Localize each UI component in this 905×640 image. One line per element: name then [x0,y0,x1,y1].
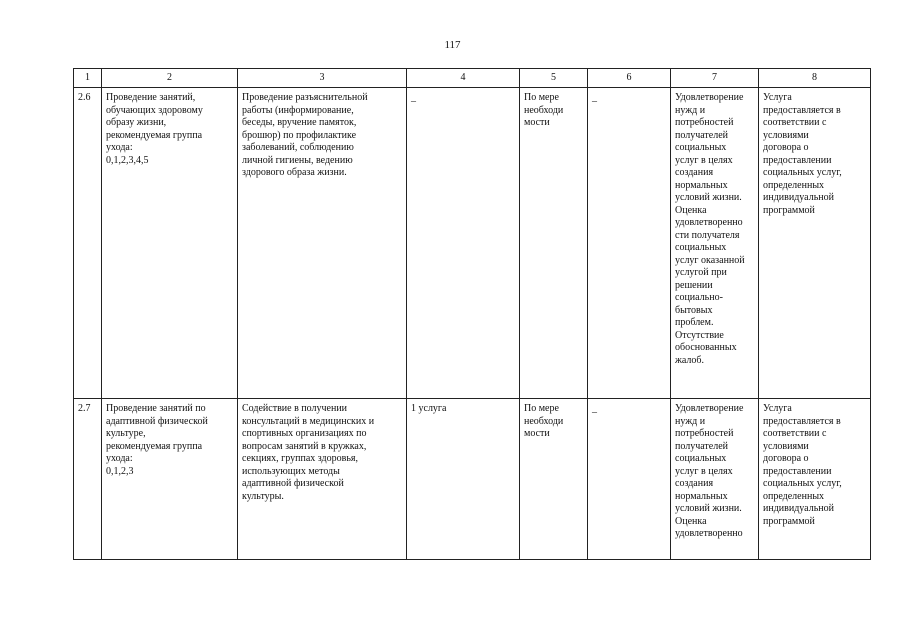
column-header: 2 [102,69,238,88]
column-header: 4 [407,69,520,88]
column-header: 3 [238,69,407,88]
services-table [73,68,871,560]
service-frequency: По мере необходи мости [520,88,588,399]
service-description: Проведение разъяснительной работы (информирование, беседы, вручение памяток, брошюр) по профилактике заболеваний, соблюдению личной гигиены, ведению здорового образа жизни. [238,88,407,399]
column-header: 6 [588,69,671,88]
service-volume: _ [407,88,520,399]
service-conditions: Услуга предоставляется в соответствии с условиями договора о предоставлении социальных услуг, определенных индивидуальной программой [759,88,871,399]
service-quality: Удовлетворение нужд и потребностей получателей социальных услуг в целях создания нормальных условий жизни. Оценка удовлетворенно [671,399,759,560]
row-number: 2.7 [74,399,102,560]
column-header: 7 [671,69,759,88]
column-header: 1 [74,69,102,88]
service-name: Проведение занятий по адаптивной физической культуре, рекомендуемая группа ухода: 0,1,2,3 [102,399,238,560]
page-number: 117 [444,39,461,51]
service-conditions: Услуга предоставляется в соответствии с условиями договора о предоставлении социальных услуг, определенных индивидуальной программой [759,399,871,560]
service-name: Проведение занятий, обучающих здоровому образу жизни, рекомендуемая группа ухода: 0,1,2,3,4,5 [102,88,238,399]
service-quality: Удовлетворение нужд и потребностей получателей социальных услуг в целях создания нормальных условий жизни. Оценка удовлетворенно сти получателя социальных услуг оказанной услугой при решении социально- бытовых проблем. Отсутствие обоснованных жалоб. [671,88,759,399]
service-col6: _ [588,88,671,399]
service-volume: 1 услуга [407,399,520,560]
column-header: 5 [520,69,588,88]
row-number: 2.6 [74,88,102,399]
table-row [74,88,871,399]
service-frequency: По мере необходи мости [520,399,588,560]
service-description: Содействие в получении консультаций в медицинских и спортивных организациях по вопросам занятий в кружках, секциях, группах здоровья, использующих методы адаптивной физической культуры. [238,399,407,560]
header-row [74,69,871,88]
table-row [74,399,871,560]
column-header: 8 [759,69,871,88]
service-col6: _ [588,399,671,560]
